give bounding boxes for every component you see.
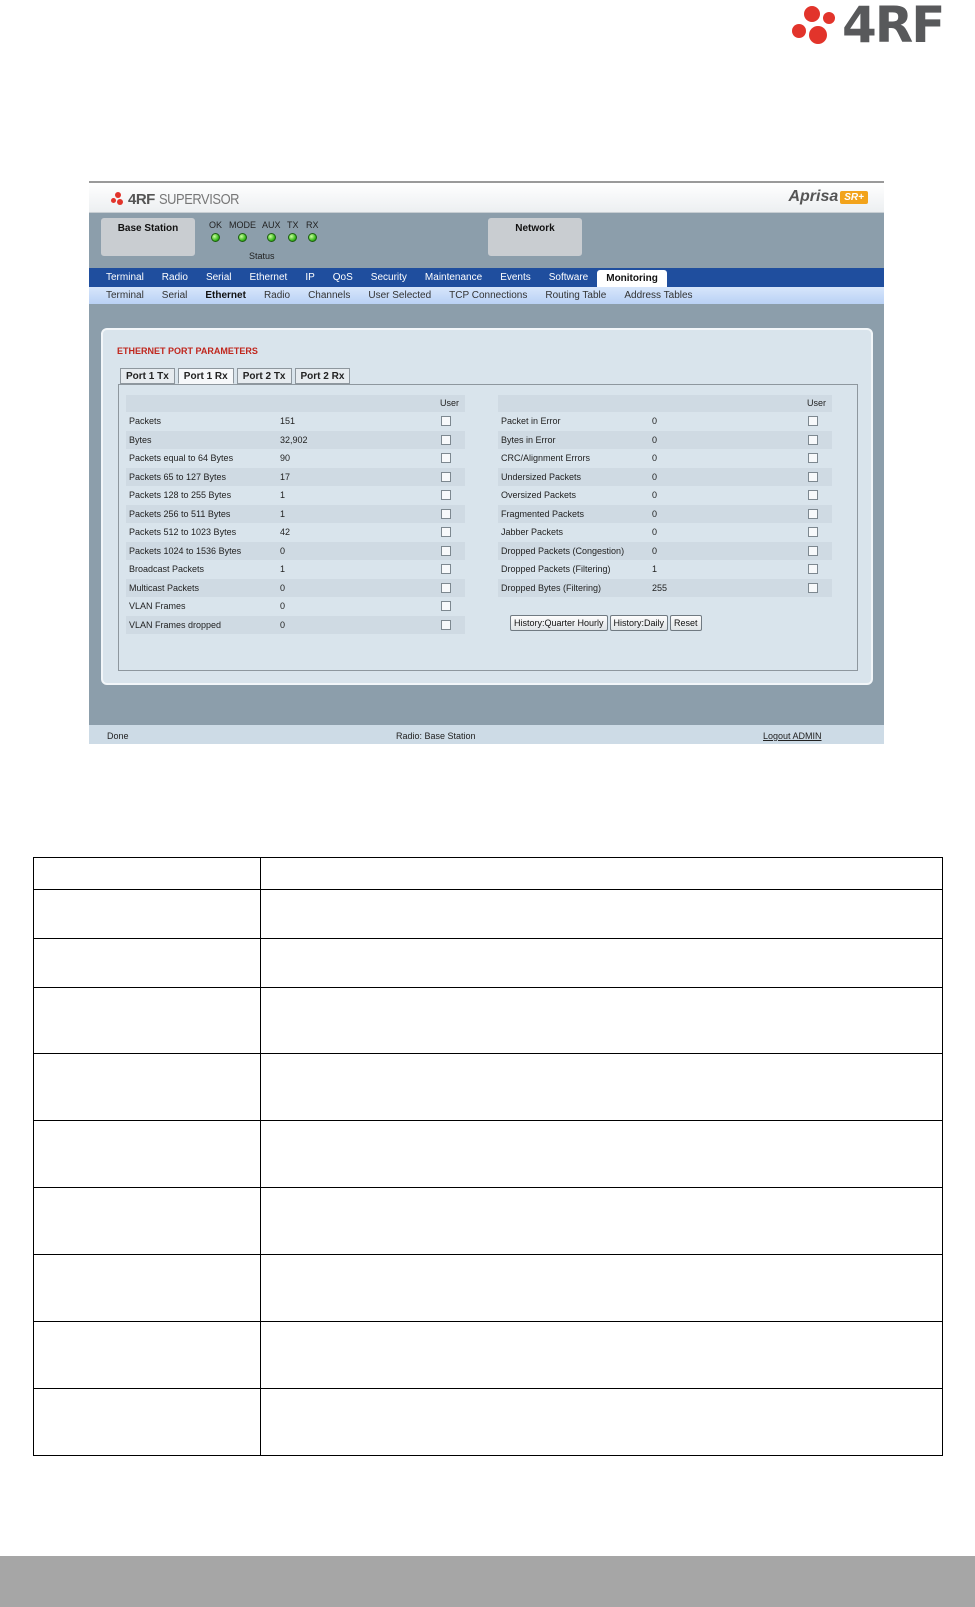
- stat-label: Bytes: [129, 434, 152, 445]
- stat-label: Packets equal to 64 Bytes: [129, 453, 234, 463]
- subnav-routing-table[interactable]: Routing Table: [545, 290, 607, 301]
- table-cell: [34, 939, 261, 988]
- table-cell: [34, 1322, 261, 1389]
- stat-value: 0: [280, 545, 286, 556]
- stat-label: Fragmented Packets: [501, 508, 585, 519]
- history-quarter-hourly-button[interactable]: History:Quarter Hourly: [510, 615, 608, 631]
- subnav-terminal[interactable]: Terminal: [106, 290, 144, 301]
- nav-tab-events[interactable]: Events: [500, 272, 531, 283]
- left-stats-table: [126, 395, 465, 634]
- led-label: OK: [209, 220, 223, 230]
- user-column-header: User: [806, 398, 826, 408]
- table-cell: [261, 1255, 943, 1322]
- user-checkbox[interactable]: [441, 546, 451, 556]
- led-rx: [306, 220, 319, 242]
- led-tx: [287, 220, 299, 242]
- user-checkbox[interactable]: [808, 583, 818, 593]
- stat-value: 0: [652, 416, 658, 426]
- user-checkbox[interactable]: [808, 546, 818, 556]
- app-footer: [89, 725, 884, 744]
- stat-label: Packets: [129, 416, 162, 426]
- brand-dots-icon: [111, 192, 125, 206]
- table-cell: [261, 1322, 943, 1389]
- app-window: [89, 181, 884, 744]
- stat-value: 0: [280, 582, 286, 593]
- stat-row: [498, 542, 832, 561]
- stat-value: 0: [280, 619, 286, 630]
- led-mode-icon: [238, 233, 247, 242]
- subnav-tcp-connections[interactable]: TCP Connections: [449, 290, 528, 301]
- nav-tab-terminal[interactable]: Terminal: [106, 272, 144, 283]
- nav-tab-ip[interactable]: IP: [305, 272, 315, 283]
- stat-label: Packets 128 to 255 Bytes: [129, 490, 232, 500]
- panel-title: ETHERNET PORT PARAMETERS: [117, 346, 258, 356]
- stat-value: 0: [652, 490, 658, 500]
- stat-label: Jabber Packets: [501, 527, 564, 537]
- stat-label: VLAN Frames dropped: [129, 619, 222, 630]
- led-aux-icon: [267, 233, 276, 242]
- action-buttons: [510, 615, 704, 631]
- stat-row: [126, 542, 465, 561]
- led-label: AUX: [262, 220, 281, 230]
- stat-label: CRC/Alignment Errors: [501, 453, 591, 463]
- table-row: [34, 858, 943, 890]
- model-logo: [788, 188, 868, 206]
- stat-label: Broadcast Packets: [129, 564, 205, 574]
- user-checkbox[interactable]: [441, 509, 451, 519]
- table-cell: [261, 1054, 943, 1121]
- user-checkbox[interactable]: [441, 601, 451, 611]
- base-station-box[interactable]: Base Station: [101, 218, 195, 256]
- parameter-table: [33, 857, 943, 1456]
- led-label: TX: [287, 220, 299, 230]
- tab-port-1-tx[interactable]: Port 1 Tx: [120, 368, 175, 384]
- table-cell: [261, 1188, 943, 1255]
- subnav-channels[interactable]: Channels: [308, 290, 351, 301]
- stat-row: [498, 449, 832, 468]
- stat-label: Packets 512 to 1023 Bytes: [129, 527, 237, 537]
- stat-row: [126, 523, 465, 542]
- network-box[interactable]: Network: [488, 218, 582, 256]
- table-cell: [34, 1389, 261, 1456]
- led-ok: [209, 220, 222, 242]
- user-checkbox[interactable]: [808, 564, 818, 574]
- led-label: MODE: [229, 220, 256, 230]
- stat-value: 151: [280, 416, 296, 426]
- stat-value: 90: [280, 453, 291, 463]
- sub-nav: [89, 287, 884, 304]
- product-name: SUPERVISOR: [158, 190, 239, 208]
- table-cell: [34, 988, 261, 1054]
- table-cell: [34, 890, 261, 939]
- logo-dots-icon: [790, 2, 846, 50]
- user-checkbox[interactable]: [441, 564, 451, 574]
- table-cell: [261, 858, 943, 890]
- stat-row: [498, 468, 832, 487]
- user-checkbox[interactable]: [441, 527, 451, 537]
- model-name: Aprisa: [788, 188, 839, 205]
- table-cell: [261, 988, 943, 1054]
- stat-value: 0: [280, 601, 286, 611]
- table-cell: [261, 1121, 943, 1188]
- table-row: [34, 939, 943, 988]
- stat-row: [126, 486, 465, 505]
- nav-tab-security[interactable]: Security: [370, 272, 407, 283]
- stat-value: 42: [280, 527, 291, 537]
- table-cell: [261, 890, 943, 939]
- stat-label: Packet in Error: [501, 416, 561, 426]
- subnav-address-tables[interactable]: Address Tables: [624, 290, 693, 301]
- stat-value: 0: [652, 471, 658, 482]
- footer-status: Done: [107, 731, 129, 741]
- table-row: [34, 1322, 943, 1389]
- stat-row: [126, 597, 465, 616]
- stat-label: Packets 256 to 511 Bytes: [129, 508, 231, 519]
- table-row: [34, 1389, 943, 1456]
- table-cell: [34, 1255, 261, 1322]
- stat-row: [498, 431, 832, 450]
- stat-value: 0: [652, 434, 658, 445]
- user-checkbox[interactable]: [441, 583, 451, 593]
- stat-label: Dropped Packets (Filtering): [501, 564, 611, 574]
- stat-value: 1: [652, 564, 658, 574]
- footer-radio: Radio: Base Station: [396, 731, 476, 741]
- table-row: [34, 890, 943, 939]
- table-row: [34, 1054, 943, 1121]
- table-cell: [34, 1121, 261, 1188]
- nav-tab-monitoring[interactable]: Monitoring: [597, 270, 667, 287]
- user-checkbox[interactable]: [808, 435, 818, 445]
- table-cell: [34, 1054, 261, 1121]
- stat-row: [126, 431, 465, 450]
- stat-row: [498, 579, 832, 598]
- stat-value: 0: [652, 508, 658, 519]
- ethernet-panel: [101, 328, 873, 685]
- led-mode: [229, 220, 256, 242]
- history-daily-button[interactable]: History:Daily: [610, 615, 669, 631]
- stat-row: [126, 505, 465, 524]
- user-column-header: User: [439, 398, 459, 408]
- stats-header: [126, 395, 465, 412]
- logout-link[interactable]: Logout ADMIN: [763, 731, 822, 741]
- user-checkbox[interactable]: [808, 416, 818, 426]
- stat-value: 0: [652, 527, 658, 537]
- port-tabs: [120, 368, 353, 384]
- stat-value: 1: [280, 564, 286, 574]
- led-tx-icon: [288, 233, 297, 242]
- table-cell: [261, 1389, 943, 1456]
- led-label: RX: [306, 220, 319, 230]
- led-rx-icon: [308, 233, 317, 242]
- user-checkbox[interactable]: [441, 435, 451, 445]
- nav-tab-ethernet[interactable]: Ethernet: [249, 272, 288, 283]
- user-checkbox[interactable]: [808, 490, 818, 500]
- subnav-ethernet[interactable]: Ethernet: [205, 290, 246, 301]
- status-area: [89, 214, 884, 268]
- stat-label: Packets 1024 to 1536 Bytes: [129, 545, 242, 556]
- stat-row: [498, 412, 832, 431]
- model-badge: SR+: [840, 191, 868, 204]
- stat-row: [126, 616, 465, 635]
- stat-label: Dropped Bytes (Filtering): [501, 582, 602, 593]
- user-checkbox[interactable]: [441, 416, 451, 426]
- main-nav: [89, 268, 884, 287]
- table-row: [34, 1188, 943, 1255]
- stat-value: 0: [652, 453, 658, 463]
- user-checkbox[interactable]: [808, 509, 818, 519]
- nav-tab-software[interactable]: Software: [548, 272, 589, 283]
- tab-port-2-rx[interactable]: Port 2 Rx: [295, 368, 351, 384]
- subnav-serial[interactable]: Serial: [161, 290, 188, 301]
- table-row: [34, 1121, 943, 1188]
- led-aux: [262, 220, 281, 242]
- stat-row: [498, 560, 832, 579]
- table-row: [34, 988, 943, 1054]
- stat-row: [498, 523, 832, 542]
- stat-row: [126, 468, 465, 487]
- table-cell: [34, 858, 261, 890]
- stat-label: Packets 65 to 127 Bytes: [129, 471, 227, 482]
- stat-label: Bytes in Error: [501, 434, 556, 445]
- reset-button[interactable]: Reset: [670, 615, 702, 631]
- stats-box: [118, 384, 858, 671]
- nav-tab-qos[interactable]: QoS: [332, 272, 353, 283]
- subnav-radio[interactable]: Radio: [263, 290, 291, 301]
- nav-tab-maintenance[interactable]: Maintenance: [424, 272, 483, 283]
- stats-header: [498, 395, 832, 412]
- right-stats-table: [498, 395, 832, 597]
- subnav-user-selected[interactable]: User Selected: [368, 290, 432, 301]
- nav-tab-serial[interactable]: Serial: [205, 272, 232, 283]
- stat-row: [126, 412, 465, 431]
- nav-tab-radio[interactable]: Radio: [161, 272, 188, 283]
- table-cell: [261, 939, 943, 988]
- stat-label: VLAN Frames: [129, 601, 186, 611]
- stat-row: [126, 579, 465, 598]
- company-logo: [790, 0, 965, 54]
- user-checkbox[interactable]: [808, 527, 818, 537]
- stat-value: 255: [652, 582, 668, 593]
- page-footer-bar: [0, 1556, 975, 1607]
- stat-value: 0: [652, 545, 658, 556]
- stat-row: [498, 486, 832, 505]
- logo-text: 4RF: [842, 0, 944, 54]
- app-header: [89, 183, 884, 213]
- stat-label: Oversized Packets: [501, 490, 577, 500]
- stat-label: Multicast Packets: [129, 582, 200, 593]
- user-checkbox[interactable]: [441, 453, 451, 463]
- stat-row: [498, 505, 832, 524]
- stat-value: 17: [280, 471, 291, 482]
- user-checkbox[interactable]: [441, 620, 451, 630]
- stat-label: Dropped Packets (Congestion): [501, 545, 625, 556]
- user-checkbox[interactable]: [441, 490, 451, 500]
- status-label: Status: [249, 251, 275, 261]
- brand-name: 4RF: [128, 190, 155, 208]
- status-leds: [209, 220, 339, 264]
- stat-value: 1: [280, 490, 286, 500]
- user-checkbox[interactable]: [441, 472, 451, 482]
- table-cell: [34, 1188, 261, 1255]
- tab-port-2-tx[interactable]: Port 2 Tx: [237, 368, 292, 384]
- stat-row: [126, 560, 465, 579]
- led-ok-icon: [211, 233, 220, 242]
- stat-label: Undersized Packets: [501, 471, 582, 482]
- user-checkbox[interactable]: [808, 472, 818, 482]
- supervisor-logo: [111, 189, 252, 209]
- stat-row: [126, 449, 465, 468]
- user-checkbox[interactable]: [808, 453, 818, 463]
- stat-value: 1: [280, 508, 286, 519]
- table-row: [34, 1255, 943, 1322]
- tab-port-1-rx[interactable]: Port 1 Rx: [178, 368, 234, 384]
- stat-value: 32,902: [280, 434, 308, 445]
